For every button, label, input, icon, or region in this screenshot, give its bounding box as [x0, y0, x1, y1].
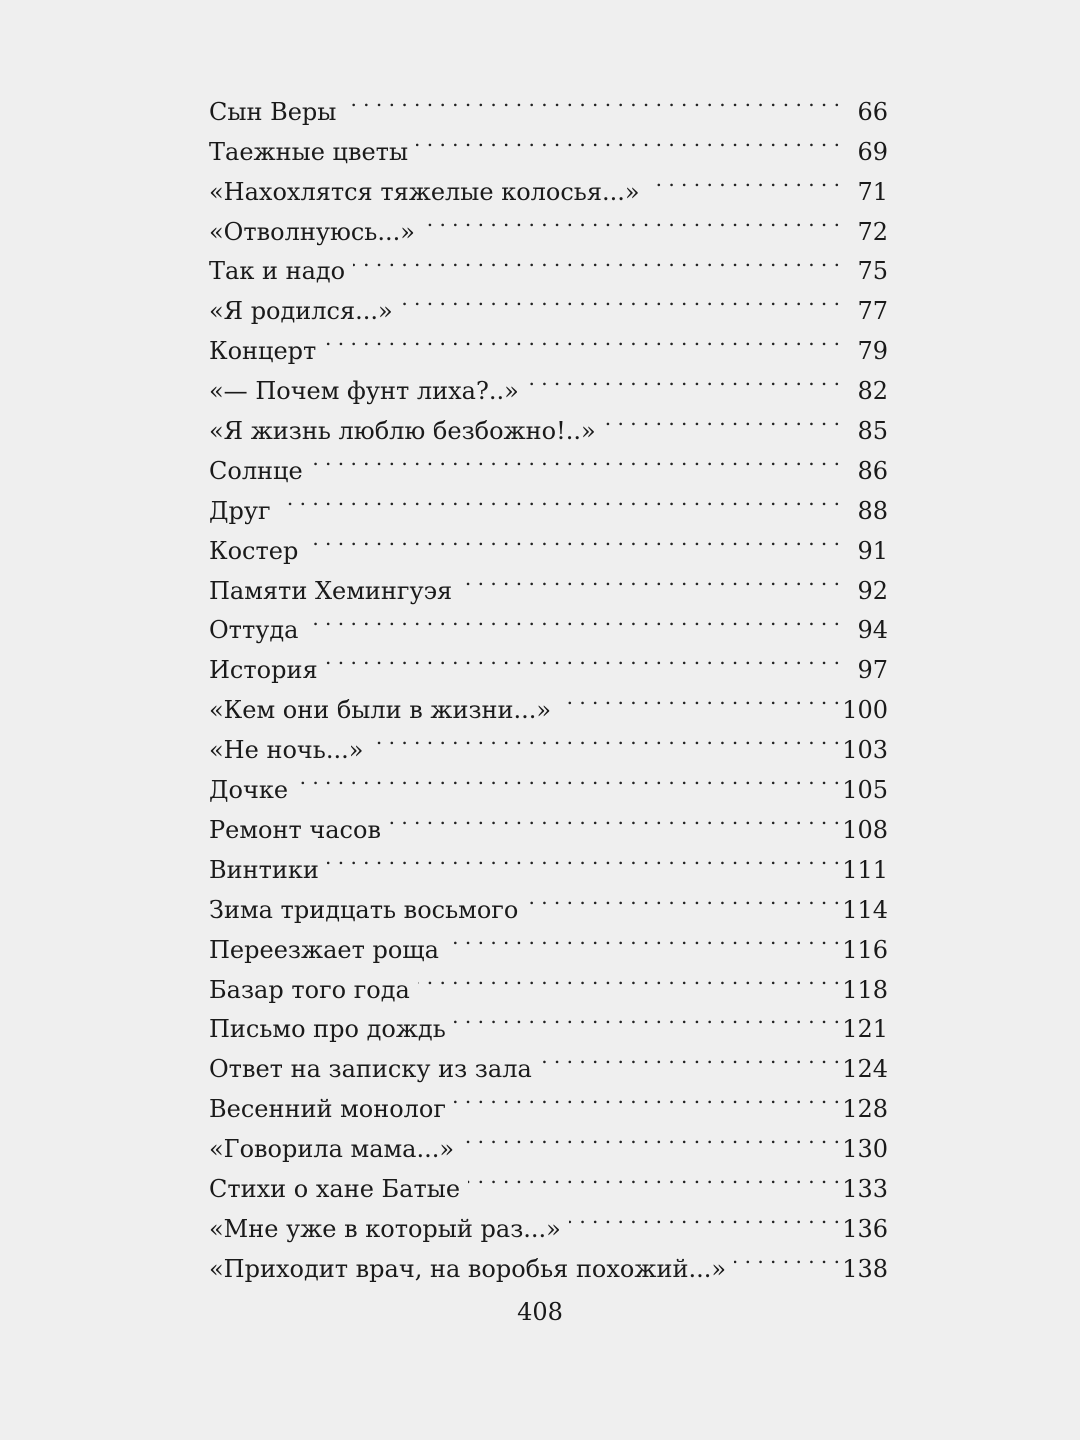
toc-entry-title: Базар того года: [209, 975, 410, 1004]
toc-dot-leader: [416, 120, 840, 160]
toc-entry-page: 108: [842, 815, 888, 844]
toc-entry-page: 138: [842, 1254, 888, 1283]
toc-entry-page: 75: [857, 257, 888, 286]
toc-entry: [209, 80, 888, 126]
toc-entry-title: «Приходит врач, на воробья похожий...»: [209, 1254, 727, 1283]
toc-entry-page: 133: [842, 1174, 888, 1203]
toc-entry-page: 71: [857, 177, 888, 206]
toc-dot-leader: [454, 997, 840, 1037]
toc-entry-title: «Не ночь...»: [209, 736, 364, 765]
toc-entry-title: Стихи о хане Батые: [209, 1174, 461, 1203]
toc-entry-page: 128: [842, 1095, 888, 1124]
toc-entry-page: 92: [857, 576, 888, 605]
toc-entry-title: История: [209, 656, 318, 685]
toc-entry-title: Так и надо: [209, 257, 346, 286]
toc-entry-page: 69: [857, 137, 888, 166]
toc-entry-page: 105: [842, 776, 888, 805]
toc-entry-title: Весенний монолог: [209, 1095, 446, 1124]
toc-entry: [209, 519, 888, 565]
toc-entry-title: Письмо про дождь: [209, 1015, 446, 1044]
toc-dot-leader: [296, 758, 840, 798]
toc-entry-page: 114: [842, 895, 888, 924]
toc-entry: [209, 758, 888, 805]
toc-entry: [209, 798, 888, 844]
toc-entry-page: 116: [842, 935, 888, 964]
toc-entry-title: Ответ на записку из зала: [209, 1055, 532, 1084]
toc-entry-page: 72: [857, 217, 888, 246]
toc-entry-title: Сын Веры: [209, 97, 337, 126]
toc-dot-leader: [306, 599, 840, 639]
toc-entry-title: Памяти Хемингуэя: [209, 576, 453, 605]
toc-entry-page: 118: [842, 975, 888, 1004]
toc-dot-leader: [326, 638, 840, 678]
toc-entry-page: 79: [857, 337, 888, 366]
toc-entry-page: 100: [842, 696, 888, 725]
toc-dot-leader: [447, 918, 840, 958]
toc-entry-page: 103: [842, 736, 888, 765]
toc-entry-title: Винтики: [209, 855, 319, 884]
toc-dot-leader: [569, 1197, 840, 1237]
toc-entry-page: 136: [842, 1214, 888, 1243]
toc-entry-page: 130: [842, 1135, 888, 1164]
toc-dot-leader: [423, 200, 840, 240]
toc-dot-leader: [279, 479, 840, 519]
toc-dot-leader: [648, 160, 840, 200]
toc-entry-title: «Я родился...»: [209, 297, 393, 326]
toc-dot-leader: [401, 279, 840, 319]
toc-dot-leader: [462, 1117, 840, 1157]
toc-dot-leader: [454, 1077, 840, 1117]
toc-entry-page: 124: [842, 1055, 888, 1084]
toc-dot-leader: [327, 838, 840, 878]
toc-dot-leader: [418, 958, 840, 998]
toc-entry-title: «Мне уже в который раз...»: [209, 1214, 561, 1243]
toc-dot-leader: [734, 1237, 840, 1277]
toc-dot-leader: [306, 519, 840, 559]
toc-entry: [209, 439, 888, 485]
toc-entry-page: 85: [857, 417, 888, 446]
toc-entry-title: Дочке: [209, 776, 289, 805]
toc-entry-page: 88: [857, 496, 888, 525]
toc-dot-leader: [540, 1037, 840, 1077]
toc-entry-page: 91: [857, 536, 888, 565]
toc-entry-page: 94: [857, 616, 888, 645]
table-of-contents: [209, 80, 888, 1283]
toc-dot-leader: [344, 80, 840, 120]
toc-entry-title: «Я жизнь люблю безбожно!..»: [209, 417, 596, 446]
toc-entry-title: Оттуда: [209, 616, 299, 645]
page-number: 408: [517, 1298, 563, 1326]
toc-entry-title: «— Почем фунт лиха?..»: [209, 377, 519, 406]
toc-dot-leader: [371, 718, 840, 758]
toc-entry-title: Друг: [209, 496, 271, 525]
toc-dot-leader: [526, 878, 840, 918]
toc-dot-leader: [604, 399, 840, 439]
toc-entry-page: 97: [857, 656, 888, 685]
toc-entry-title: Концерт: [209, 337, 317, 366]
toc-entry-page: 77: [857, 297, 888, 326]
toc-entry-page: 111: [842, 855, 888, 884]
toc-entry-title: Таежные цветы: [209, 137, 409, 166]
toc-entry-title: Ремонт часов: [209, 815, 381, 844]
toc-entry: [209, 559, 888, 605]
toc-entry-title: «Отволнуюсь...»: [209, 217, 415, 246]
toc-entry: [209, 479, 888, 525]
toc-entry-title: Зима тридцать восьмого: [209, 895, 519, 924]
toc-entry-page: 121: [842, 1015, 888, 1044]
toc-entry-title: «Говорила мама...»: [209, 1135, 455, 1164]
toc-dot-leader: [527, 359, 840, 399]
toc-entry-page: 86: [857, 456, 888, 485]
toc-entry-title: Солнце: [209, 456, 303, 485]
toc-entry-page: 82: [857, 377, 888, 406]
toc-entry-page: 66: [857, 97, 888, 126]
toc-dot-leader: [468, 1157, 840, 1197]
toc-entry-title: Костер: [209, 536, 299, 565]
toc-entry-title: Переезжает роща: [209, 935, 439, 964]
toc-dot-leader: [389, 798, 840, 838]
toc-entry: [209, 599, 888, 645]
toc-entry-title: «Кем они были в жизни...»: [209, 696, 552, 725]
toc-entry: [209, 638, 888, 685]
toc-dot-leader: [559, 678, 840, 718]
toc-dot-leader: [311, 439, 840, 479]
toc-dot-leader: [324, 319, 840, 359]
toc-dot-leader: [460, 559, 840, 599]
toc-entry-title: «Нахохлятся тяжелые колосья...»: [209, 177, 640, 206]
toc-dot-leader: [353, 240, 840, 280]
